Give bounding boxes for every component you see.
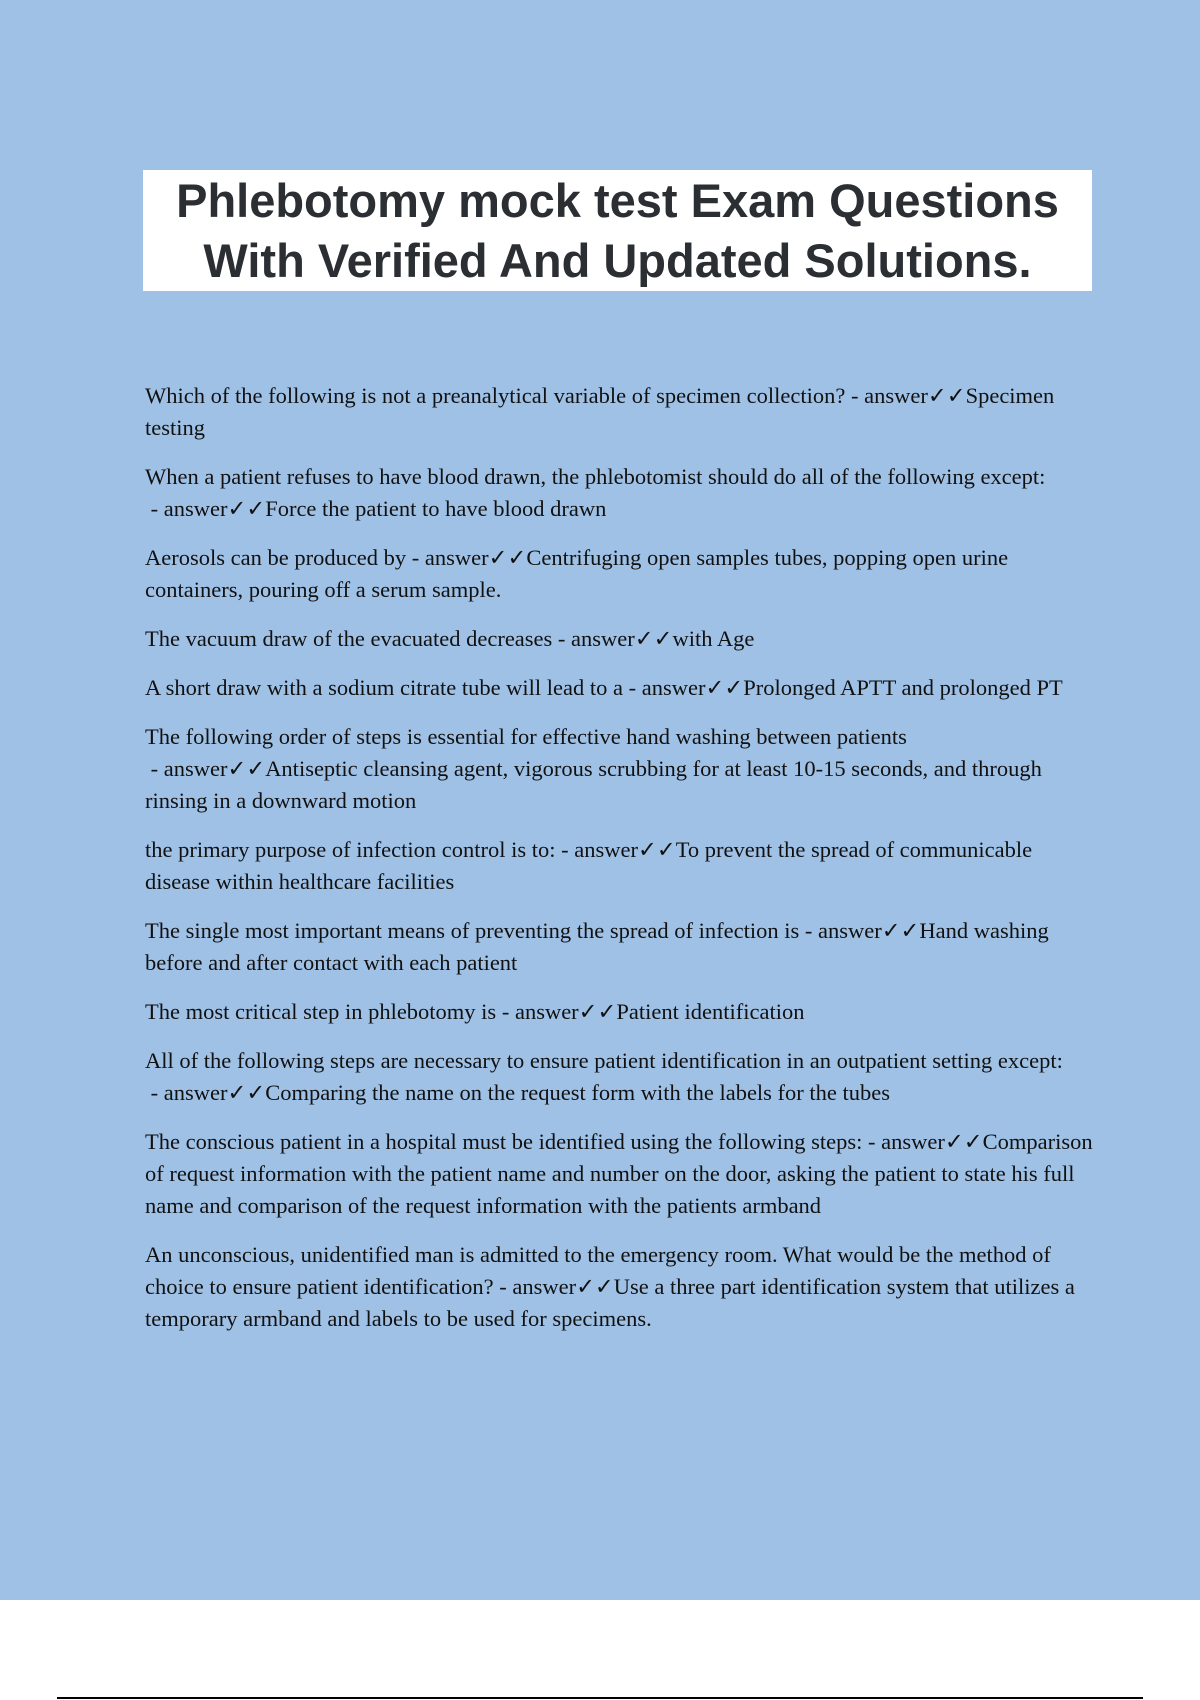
question-item [145,672,1095,704]
answer-marker: answer✓✓ [864,383,966,408]
separator: - [862,1129,882,1154]
question-item [145,834,1095,898]
answer-text: Comparing the name on the request form with the labels for the tubes [265,1080,891,1105]
question-text: The vacuum draw of the evacuated decreases [145,626,553,651]
question-item [145,1239,1095,1335]
answer-marker: answer✓✓ [641,675,744,700]
question-list [145,380,1095,1352]
question-text: The conscious patient in a hospital must be identified using the following steps: [145,1129,863,1154]
separator: - [145,756,164,781]
question-text: An unconscious, unidentified man is admitted to the emergency room. What would be the method of choice to ensure patient identification? [145,1242,1051,1299]
answer-text: Hand washing before and after contact with each patient [145,918,1049,975]
question-text: All of the following steps are necessary to ensure patient identification in an outpatient setting except: [145,1048,1063,1073]
document-title: Phlebotomy mock test Exam Questions With Verified And Updated Solutions. [176,173,1059,287]
answer-marker: answer✓✓ [512,1274,614,1299]
answer-text: Centrifuging open samples tubes, popping open urine containers, pouring off a serum sample. [145,545,1009,602]
answer-text: Specimen testing [145,383,1055,440]
question-item [145,915,1095,979]
question-text: When a patient refuses to have blood drawn, the phlebotomist should do all of the following except: [145,464,1046,489]
question-item [145,996,1095,1028]
separator: - [493,1274,513,1299]
answer-text: To prevent the spread of communicable disease within healthcare facilities [145,837,1033,894]
question-item [145,542,1095,606]
question-item [145,1126,1095,1222]
separator: - [845,383,865,408]
question-text: Aerosols can be produced by [145,545,407,570]
question-text: The single most important means of preventing the spread of infection is [145,918,800,943]
question-text: Which of the following is not a preanalytical variable of specimen collection? [145,383,846,408]
separator: - [496,999,515,1024]
answer-marker: answer✓✓ [571,626,673,651]
separator: - [552,626,572,651]
answer-marker: answer✓✓ [424,545,527,570]
separator: - [145,496,164,521]
question-text: A short draw with a sodium citrate tube will lead to a [145,675,624,700]
answer-text: Prolonged APTT and prolonged PT [743,675,1063,700]
separator: - [406,545,425,570]
separator: - [799,918,818,943]
question-item [145,721,1095,817]
question-text: The most critical step in phlebotomy is [145,999,497,1024]
answer-marker: answer✓✓ [514,999,617,1024]
separator: - [145,1080,164,1105]
answer-marker: answer✓✓ [163,1080,266,1105]
question-item [145,461,1095,525]
answer-text: with Age [672,626,755,651]
answer-text: Use a three part identification system that utilizes a temporary armband and labels to be used for specimens. [145,1274,1075,1331]
question-item [145,1045,1095,1109]
answer-marker: answer✓✓ [817,918,920,943]
footer-divider [57,1697,1143,1699]
separator: - [555,837,575,862]
answer-text: Patient identification [616,999,805,1024]
answer-text: Force the patient to have blood drawn [265,496,607,521]
question-item [145,623,1095,655]
answer-text: Antiseptic cleansing agent, vigorous scrubbing for at least 10-15 seconds, and through rinsing in a downward motion [145,756,1042,813]
title-box [143,170,1092,291]
question-item [145,380,1095,444]
answer-marker: answer✓✓ [163,756,266,781]
answer-marker: answer✓✓ [574,837,676,862]
answer-marker: answer✓✓ [163,496,266,521]
answer-marker: answer✓✓ [881,1129,983,1154]
question-text: the primary purpose of infection control is to: [145,837,556,862]
separator: - [623,675,642,700]
answer-text: Comparison of request information with the patient name and number on the door, asking the patient to state his full name and comparison of the request information with the patients armband [145,1129,1093,1218]
question-text: The following order of steps is essential for effective hand washing between patients [145,724,907,749]
